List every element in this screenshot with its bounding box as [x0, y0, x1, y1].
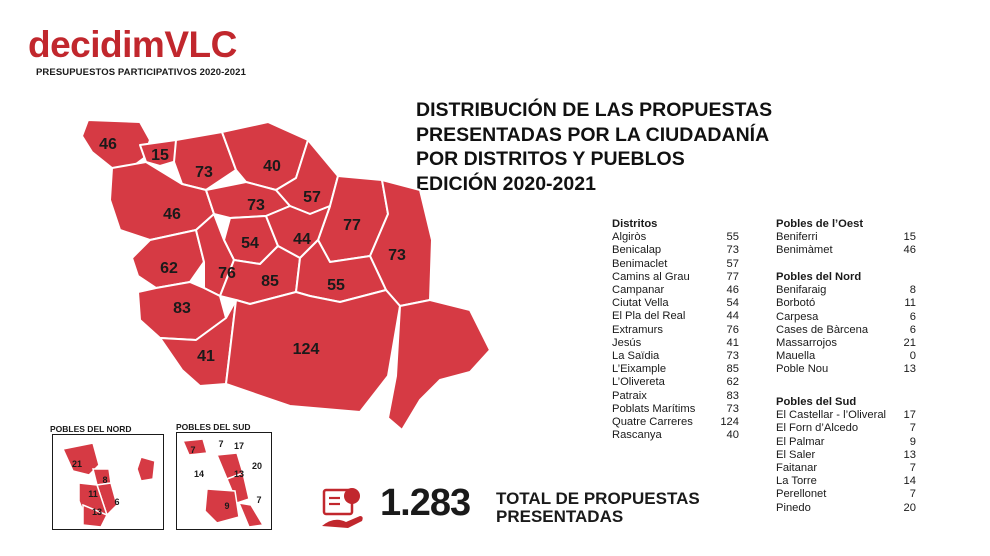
brand-name: decidimVLC — [28, 24, 237, 65]
legend-row-value: 7 — [909, 488, 916, 501]
legend-row-value: 40 — [726, 429, 739, 442]
legend-row-label: Jesús — [612, 336, 642, 349]
legend-row-value: 55 — [726, 231, 739, 244]
legend-row — [776, 449, 916, 462]
title-edition: EDICIÓN 2020-2021 — [416, 172, 596, 195]
legend-row — [612, 258, 739, 271]
legend-row — [776, 409, 916, 422]
legend-row-value: 14 — [903, 475, 916, 488]
legend-row-value: 15 — [903, 231, 916, 244]
legend-row-label: Campanar — [612, 284, 665, 297]
legend-row-label: El Pla del Real — [612, 310, 686, 323]
legend-row — [612, 363, 739, 376]
map-value-label: 9 — [224, 501, 230, 511]
map-value-label: 44 — [293, 231, 311, 248]
map-region-l-olivereta — [132, 230, 204, 288]
inset-nord — [52, 434, 164, 530]
map-region-port — [388, 300, 490, 430]
map-value-label: 55 — [327, 277, 345, 294]
legend-row-value: 13 — [903, 448, 916, 461]
legend-row-value: 6 — [909, 310, 916, 323]
legend-row-label: El Palmar — [776, 435, 825, 448]
legend-row-label: Rascanya — [612, 429, 662, 442]
inset-nord-label: POBLES DEL NORD — [50, 424, 132, 434]
legend-row-value: 7 — [909, 462, 916, 475]
legend-row — [612, 337, 739, 350]
legend-row — [612, 310, 739, 323]
map-value-label: 54 — [241, 235, 259, 252]
map-value-label: 73 — [247, 197, 265, 214]
legend-row-label: Beniferri — [776, 231, 818, 244]
legend-row — [612, 403, 739, 416]
legend-row — [776, 422, 916, 435]
legend-row-label: La Torre — [776, 475, 817, 488]
legend-row-value: 13 — [903, 363, 916, 376]
map-value-label: 17 — [233, 441, 245, 451]
legend-row — [612, 416, 739, 429]
legend-row — [776, 284, 916, 297]
map-value-label: 13 — [233, 469, 245, 479]
legend-row-label: Mauella — [776, 350, 816, 363]
legend-row-value: 57 — [726, 257, 739, 270]
legend-row-value: 46 — [903, 244, 916, 257]
legend-row — [776, 488, 916, 501]
legend-row — [612, 390, 739, 403]
legend-row-value: 73 — [726, 402, 739, 415]
legend-row — [776, 462, 916, 475]
brand-subtitle: PRESUPUESTOS PARTICIPATIVOS 2020-2021 — [36, 67, 246, 78]
legend-row-value: 6 — [909, 323, 916, 336]
map-value-label: 6 — [114, 497, 120, 507]
inset-sud-map — [177, 433, 271, 529]
legend-row — [776, 311, 916, 324]
map-value-label: 21 — [71, 459, 83, 469]
title-line-2: PRESENTADAS POR LA CIUDADANÍA — [416, 123, 770, 146]
legend-row-label: Faitanar — [776, 462, 818, 475]
legend-row-label: Benimàmet — [776, 244, 833, 257]
legend-row-label: L’Olivereta — [612, 376, 665, 389]
map-value-label: 8 — [102, 475, 108, 485]
inset-sud-region-el-palmar — [205, 489, 239, 523]
legend-row — [612, 244, 739, 257]
map-value-label: 46 — [163, 206, 181, 223]
legend-pobles-oest — [776, 218, 916, 258]
legend-row-label: Benicalap — [612, 244, 662, 257]
legend-row-value: 73 — [726, 244, 739, 257]
legend-row-label: Benifaraig — [776, 284, 827, 297]
legend-row-label: Extramurs — [612, 323, 663, 336]
legend-row-value: 54 — [726, 297, 739, 310]
legend-row — [612, 297, 739, 310]
legend-row-label: Carpesa — [776, 310, 819, 323]
legend-row-label: Poblats Marítims — [612, 402, 696, 415]
map-value-label: 20 — [251, 461, 263, 471]
legend-row-label: El Forn d’Alcedo — [776, 422, 859, 435]
legend-row-value: 124 — [720, 416, 739, 429]
legend-row — [776, 363, 916, 376]
inset-nord-map — [53, 435, 163, 529]
legend-row-value: 44 — [726, 310, 739, 323]
map-value-label: 15 — [151, 147, 169, 164]
legend-row — [612, 324, 739, 337]
title-line-3: POR DISTRITOS Y PUEBLOS — [416, 148, 685, 170]
map-value-label: 73 — [388, 247, 406, 264]
legend-row — [776, 436, 916, 449]
legend-row — [776, 231, 916, 244]
map-value-label: 57 — [303, 189, 321, 206]
legend-row-value: 85 — [726, 363, 739, 376]
legend-row — [612, 376, 739, 389]
legend-row — [776, 297, 916, 310]
legend-row-label: Massarrojos — [776, 337, 837, 350]
inset-sud-region-perellonet — [239, 503, 263, 527]
legend-row-value: 7 — [909, 422, 916, 435]
legend-row — [776, 350, 916, 363]
legend-row-value: 8 — [909, 284, 916, 297]
total-label-line-1: TOTAL DE PROPUESTAS — [496, 489, 700, 508]
legend-group-title: Pobles del Sud — [776, 396, 857, 408]
legend-row-value: 21 — [903, 337, 916, 350]
inset-nord-region-east — [137, 457, 155, 481]
map-value-label: 85 — [261, 273, 279, 290]
legend-row — [612, 271, 739, 284]
map-value-label: 77 — [343, 217, 361, 234]
legend-row-label: La Saïdia — [612, 350, 660, 363]
legend-row-value: 0 — [909, 350, 916, 363]
legend-row-label: L’Eixample — [612, 363, 667, 376]
legend-row-value: 83 — [726, 389, 739, 402]
legend-row — [776, 475, 916, 488]
legend-row — [612, 429, 739, 442]
legend-pobles-nord — [776, 271, 916, 377]
legend-row-value: 20 — [903, 501, 916, 514]
legend-row — [776, 324, 916, 337]
legend-row-label: El Saler — [776, 448, 816, 461]
map-value-label: 76 — [218, 265, 236, 282]
legend-row-value: 77 — [726, 270, 739, 283]
legend-row-value: 73 — [726, 350, 739, 363]
legend-row-label: Algiròs — [612, 231, 647, 244]
legend-row-label: Camins al Grau — [612, 270, 690, 283]
total-label — [496, 490, 756, 526]
title-line-1: DISTRIBUCIÓN DE LAS PROPUESTAS — [416, 99, 773, 121]
map-value-label: 124 — [292, 341, 320, 358]
map-value-label: 46 — [99, 136, 117, 153]
legend-row-label: Benimaclet — [612, 257, 668, 270]
legend-row-value: 62 — [726, 376, 739, 389]
legend-distritos — [612, 218, 739, 442]
legend-row-value: 41 — [726, 336, 739, 349]
legend-row — [612, 284, 739, 297]
legend-row-label: Patraix — [612, 389, 647, 402]
map-value-label: 73 — [195, 164, 213, 181]
inset-sud — [176, 432, 272, 530]
legend-row-value: 11 — [904, 297, 916, 310]
map-value-label: 7 — [190, 445, 196, 455]
legend-row-value: 76 — [726, 323, 739, 336]
legend-row-value: 46 — [726, 284, 739, 297]
legend-row-label: Pinedo — [776, 501, 811, 514]
legend-row-label: El Castellar - l’Oliveral — [776, 409, 887, 422]
map-value-label: 41 — [197, 348, 215, 365]
total-value: 1.283 — [380, 482, 471, 524]
legend-row — [612, 231, 739, 244]
inset-sud-label: POBLES DEL SUD — [176, 422, 251, 432]
legend-group-title: Pobles de l’Oest — [776, 218, 864, 230]
legend-row-value: 17 — [903, 409, 916, 422]
legend-pobles-sud — [776, 396, 916, 515]
legend-group-title: Pobles del Nord — [776, 271, 862, 283]
map-value-label: 7 — [256, 495, 262, 505]
legend-row-label: Perellonet — [776, 488, 827, 501]
legend-row-label: Poble Nou — [776, 363, 829, 376]
map-value-label: 7 — [218, 439, 224, 449]
legend-row — [612, 350, 739, 363]
map-value-label: 83 — [173, 300, 191, 317]
proposal-icon — [318, 486, 370, 530]
map-value-label: 40 — [263, 158, 281, 175]
map-value-label: 13 — [91, 507, 103, 517]
legend-group-title: Distritos — [612, 218, 658, 230]
legend-row-label: Ciutat Vella — [612, 297, 669, 310]
legend-row — [776, 244, 916, 257]
legend-row — [776, 337, 916, 350]
map-value-label: 11 — [88, 489, 98, 499]
total-label-line-2: PRESENTADAS — [496, 507, 624, 526]
map-value-label: 14 — [193, 469, 205, 479]
legend-row-label: Quatre Carreres — [612, 416, 693, 429]
legend-row-value: 9 — [909, 435, 916, 448]
legend-row — [776, 502, 916, 515]
legend-row-label: Borbotó — [776, 297, 816, 310]
map-value-label: 62 — [160, 260, 178, 277]
legend-row-label: Cases de Bàrcena — [776, 323, 869, 336]
